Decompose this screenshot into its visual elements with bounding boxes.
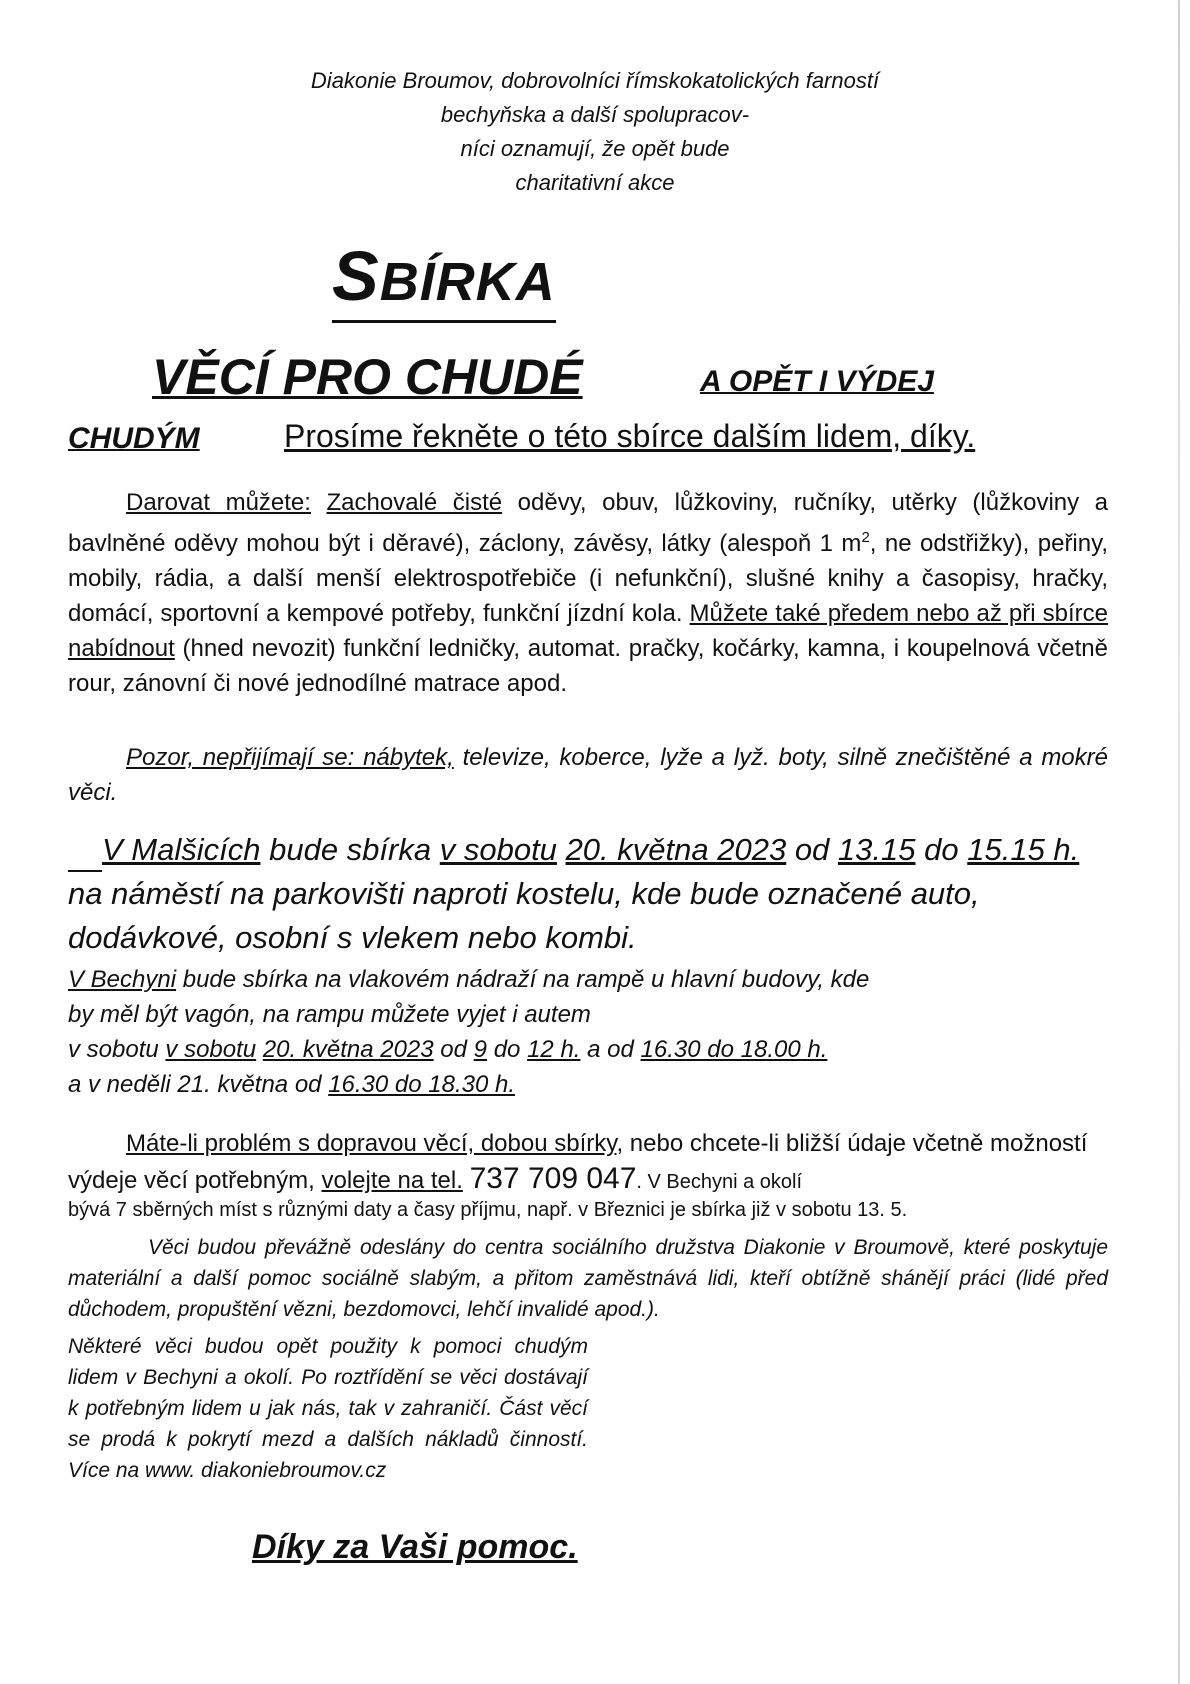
donate-paragraph [68,485,1108,701]
header-line-3: níci oznamují, že opět bude [460,136,730,161]
contact-text-2: . V Bechyni a okolí [636,1171,803,1193]
warning-label: Pozor, nepřijímají se: nábytek, [126,744,454,771]
malsice-text-1: bude sbírka [269,832,432,867]
thanks-line: Díky za Vaši pomoc. [252,1528,578,1566]
title-vydej: A OPĚT I VÝDEJ [700,365,934,398]
donate-condition: Zachovalé čisté [326,489,503,516]
donate-offer: Můžete také předem nebo až při sbírce [689,600,1109,627]
malsice-text-2: od [794,832,830,867]
donate-label: Darovat můžete: [126,489,311,516]
donate-text-3: (hned nevozit) funkční ledničky, automat. pračky, kočárky, kamna, i koupelnová včetně rour, zánovní či nové jednodílné matrace apod. [68,635,1109,697]
bechyne-to-1: 12 h. [527,1036,581,1063]
bechyne-range-3: 16.30 do 18.30 h. [328,1071,516,1098]
malsice-place: V Malšicích [102,832,261,867]
header-line-2: bechyňska a další spolupracov- [440,102,750,127]
title-veci: VĚCÍ PRO CHUDÉ [152,349,583,405]
donate-text-1: oděvy, obuv, lůžkoviny, ručníky, utěrky (lůžkoviny a bavlněné oděvy mohou být i děravé), záclony, závěsy, látky (alespoň 1 m [68,489,1109,557]
malsice-text-3: do [924,832,959,867]
scan-edge-line [1178,0,1180,1684]
bechyne-range-2: 16.30 do 18.00 h. [640,1036,828,1063]
donate-sup: 2 [861,529,870,546]
bechyne-text-5: a od [587,1036,634,1063]
donate-text-2: , ne odstřižky), peřiny, mobily, rádia, a další menší elektrospotřebiče (i nefunkční), slušné knihy a časopisy, hračky, domácí, sportovní a kempové potřeby, funkční jízdní kola. [68,530,1108,627]
contact-phone: 737 709 047 [469,1162,637,1195]
malsice-date: 20. května 2023 [565,832,787,867]
title-sbirka-initial: S [332,237,380,315]
bechyne-text-1: bude sbírka na vlakovém nádraží na rampě u hlavní budovy, kde by měl být vagón, na rampu můžete vyjet i autem [68,966,870,1028]
bechyne-date: 20. května 2023 [262,1036,434,1063]
title-chudym: CHUDÝM [68,422,200,455]
header-intro [200,64,990,200]
info-paragraph [68,1232,1108,1325]
bechyne-text-6: a v neděli 21. května od [68,1071,322,1098]
bechyne-text-4: do [493,1036,521,1063]
bechyne-from-1: 9 [473,1036,488,1063]
bechyne-text-3: od [440,1036,467,1063]
malsice-text-4: na náměstí na parkovišti naproti kostelu, kde bude označené auto, dodávkové, osobní s vlekem nebo kombi. [68,876,980,955]
contact-problem: Máte-li problém s dopravou věcí, dobou sbírky [126,1130,617,1157]
collection-points: bývá 7 sběrných míst s různými daty a časy příjmu, např. v Březnici je sbírka již v sobotu 13. 5. [68,1199,908,1221]
malsice-paragraph [68,828,1108,960]
title-sbirka-rest: BÍRKA [379,252,556,312]
bechyne-day: v sobotu [165,1036,257,1063]
info-text: Věci budou převážně odeslány do centra sociálního družstva Diakonie v Broumově, které poskytuje materiální a další pomoc sociálně slabým, a přitom zaměstnává lidi, kteří obtížně shánějí práci (lidé před důchodem, propuštění vězni, bezdomovci, lehčí invalidé apod.). [68,1236,1108,1321]
malsice-day: v sobotu [439,832,557,867]
donate-offer-verb: nabídnout [68,635,175,662]
contact-paragraph [68,1126,1108,1200]
warning-text: televize, koberce, lyže a lyž. boty, silně znečištěné a mokré věci. [68,744,1108,806]
share-request: Prosíme řekněte o této sbírce dalším lidem, díky. [284,418,976,454]
header-line-4: charitativní akce [515,170,675,195]
malsice-to: 15.15 h. [967,832,1080,867]
bechyne-place: V Bechyni [68,966,177,993]
title-sbirka [332,236,556,323]
malsice-from: 13.15 [837,832,916,867]
warning-paragraph [68,740,1108,810]
contact-call: volejte na tel. [321,1167,463,1194]
contact-text-1: , nebo chcete-li bližší údaje včetně možností výdeje věcí potřebným, [68,1130,1088,1194]
bechyne-text-2: v sobotu [68,1036,159,1063]
bechyne-paragraph [68,962,888,1102]
indent-underline [68,848,102,872]
header-line-1: Diakonie Broumov, dobrovolníci římskokatolických farností [310,68,880,93]
info-paragraph-2: Některé věci budou opět použity k pomoci chudým lidem v Bechyni a okolí. Po roztřídění se věci dostávají k potřebným lidem u jak nás, tak v zahraničí. Část věcí se prodá k pokrytí mezd a dalších nákladů činností. Více na www. diakoniebroumov.cz [68,1335,588,1482]
